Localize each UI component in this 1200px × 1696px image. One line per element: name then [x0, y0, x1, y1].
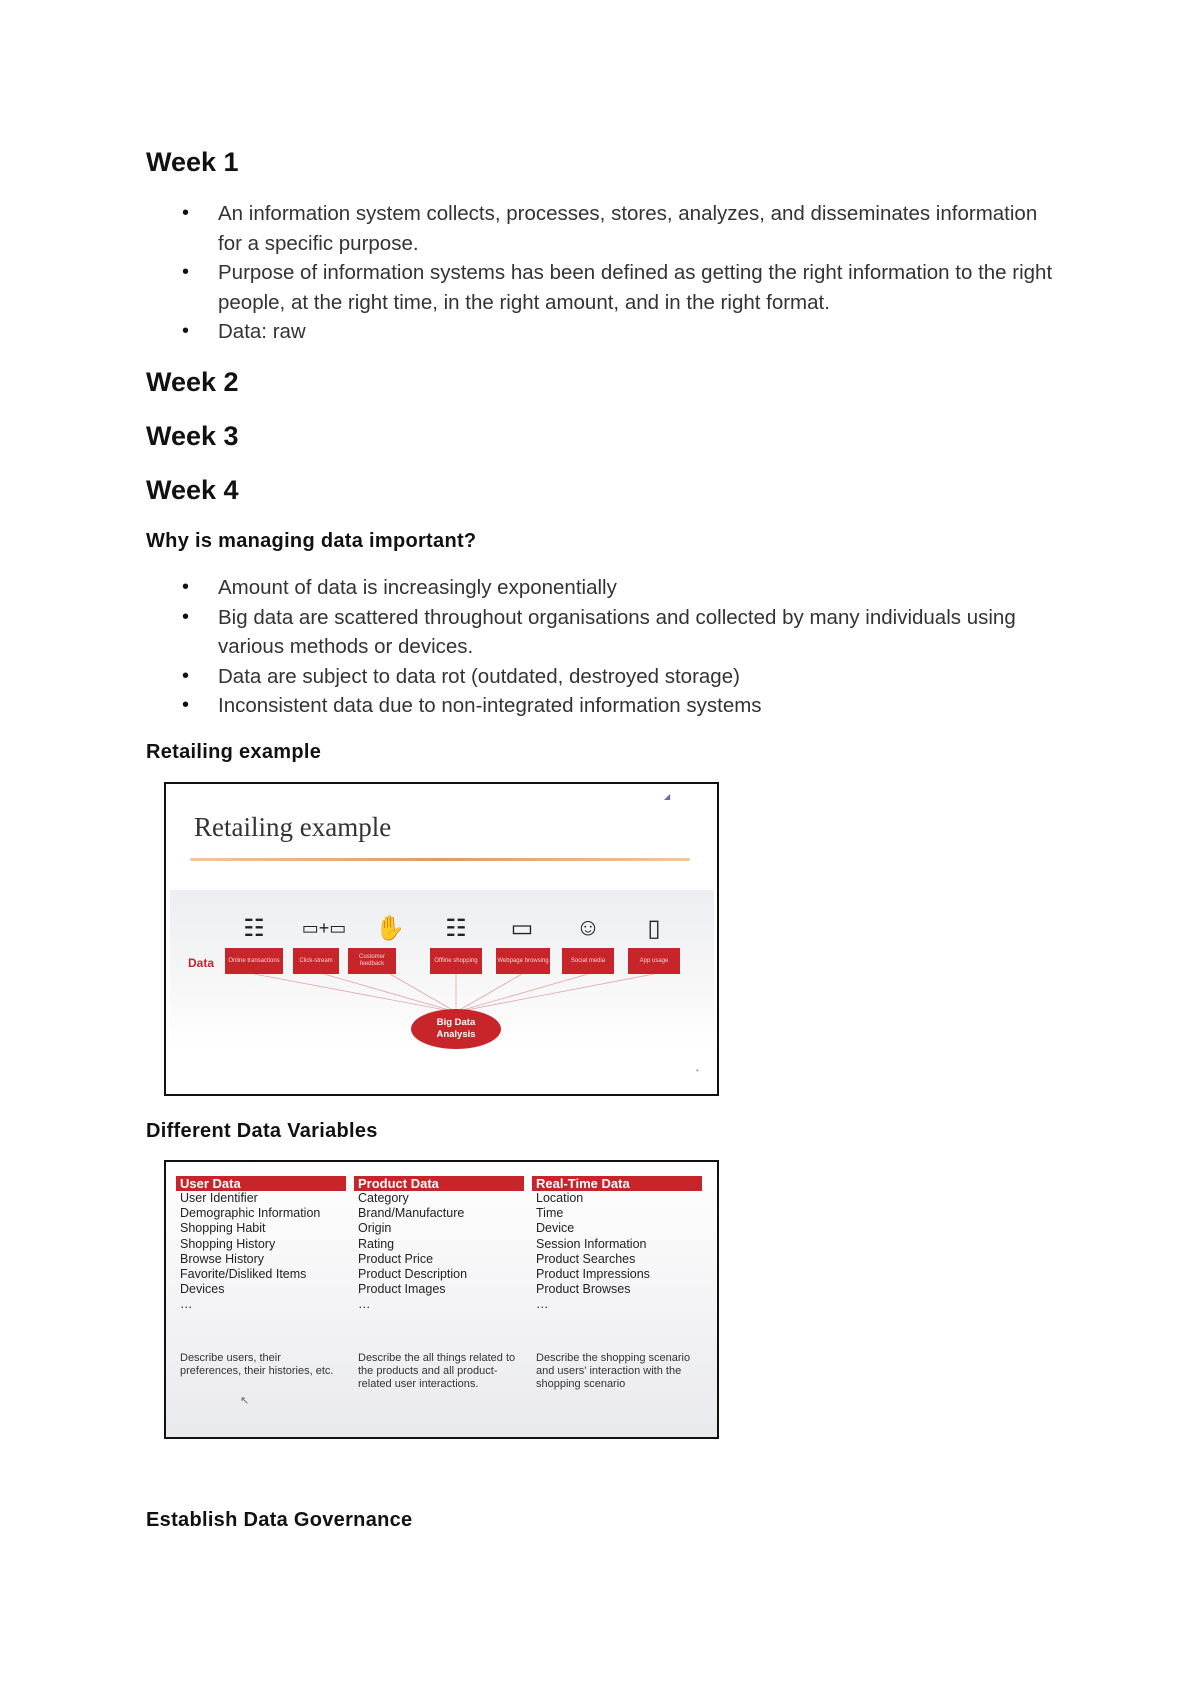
source-box: Offline shopping [430, 948, 482, 974]
data-label: Data [188, 956, 215, 970]
heading-week-4: Week 4 [146, 475, 239, 505]
slide-corner-mark: ◢ [664, 792, 671, 801]
list-item: Product Browses [536, 1282, 631, 1297]
list-item: • Big data are scattered throughout organisations and collected by many individuals using various methods or devices. [146, 603, 1066, 662]
list-item: … [180, 1297, 193, 1312]
source-box: Webpage browsing [496, 948, 550, 974]
list-item: Session Information [536, 1236, 647, 1251]
heading-week-3: Week 3 [146, 421, 239, 451]
list-item: … [358, 1297, 371, 1312]
slide-title: Retailing example [194, 812, 392, 842]
product-data-description: Describe the all things related to the products and all product-related user interactions. [358, 1352, 516, 1390]
list-item: Origin [358, 1221, 392, 1236]
list-item: Shopping History [180, 1236, 276, 1251]
list-item: … [536, 1297, 549, 1312]
list-item: • Inconsistent data due to non-integrated information systems [146, 691, 1066, 721]
why-bullet-list [146, 573, 1066, 721]
source-box: App usage [628, 948, 680, 974]
shopping-cart-icon: ☷ [445, 915, 467, 942]
list-item: Device [536, 1221, 575, 1236]
list-item: Product Impressions [536, 1267, 650, 1282]
list-item: • Data: raw [146, 317, 1066, 347]
column-header: User Data [176, 1176, 346, 1191]
data-variables-slide [164, 1160, 719, 1439]
list-item: Devices [180, 1282, 225, 1297]
list-item: • Purpose of information systems has been defined as getting the right information to the right people, at the right time, in the right amount, and in the right format. [146, 258, 1066, 317]
heading-why-managing-data: Why is managing data important? [146, 530, 477, 552]
heading-different-data-variables: Different Data Variables [146, 1120, 378, 1142]
center-label-line2: Analysis [436, 1029, 476, 1040]
thumbs-up-icon: ✋ [375, 915, 405, 942]
source-box: Click-stream [293, 948, 339, 974]
column-header: Product Data [354, 1176, 524, 1191]
phone-icon: ▯ [647, 915, 661, 942]
big-data-analysis-node [411, 1009, 501, 1049]
heading-week-2: Week 2 [146, 367, 239, 397]
list-item: Location [536, 1191, 584, 1205]
list-item: Product Images [358, 1282, 446, 1297]
real-time-data-description: Describe the shopping scenario and users' interaction with the shopping scenario [536, 1352, 691, 1390]
list-item: User Identifier [180, 1191, 258, 1205]
retailing-example-slide [164, 782, 719, 1096]
source-box: Social media [562, 948, 614, 974]
list-item: Shopping Habit [180, 1221, 266, 1236]
list-item: • Amount of data is increasingly exponentially [146, 573, 1066, 603]
list-item: Category [358, 1191, 409, 1205]
list-item: Product Searches [536, 1251, 636, 1266]
source-box: Customer feedback [348, 948, 396, 974]
list-item: Brand/Manufacture [358, 1206, 465, 1221]
list-item: Browse History [180, 1251, 265, 1266]
list-item: Time [536, 1206, 564, 1221]
real-time-data-column [532, 1176, 702, 1313]
heading-retailing-example: Retailing example [146, 741, 322, 763]
user-data-description: Describe users, their preferences, their histories, etc. [180, 1352, 334, 1377]
list-item: Product Description [358, 1267, 468, 1282]
heading-week-1: Week 1 [146, 147, 239, 177]
people-icon: ☺ [575, 914, 601, 941]
slide-footer-mark: • [696, 1066, 699, 1075]
laptop-icon: ▭ [510, 915, 534, 942]
list-item: Rating [358, 1236, 395, 1251]
center-label-line1: Big Data [436, 1017, 476, 1028]
clickstream-icon: ▭+▭ [301, 918, 347, 938]
list-item: • Data are subject to data rot (outdated, destroyed storage) [146, 662, 1066, 692]
list-item: • An information system collects, processes, stores, analyzes, and disseminates information for a specific purpose. [146, 199, 1066, 258]
user-data-column [176, 1176, 346, 1313]
product-data-column [354, 1176, 524, 1313]
week1-bullet-list [146, 199, 1066, 347]
cursor-icon: ↖ [240, 1395, 250, 1407]
list-item: Product Price [358, 1251, 434, 1266]
column-header: Real-Time Data [532, 1176, 702, 1191]
list-item: Demographic Information [180, 1206, 321, 1221]
transactions-icon: ☷ [243, 915, 265, 942]
source-box: Online transactions [225, 948, 283, 974]
heading-establish-data-governance: Establish Data Governance [146, 1509, 413, 1531]
list-item: Favorite/Disliked Items [180, 1267, 307, 1282]
